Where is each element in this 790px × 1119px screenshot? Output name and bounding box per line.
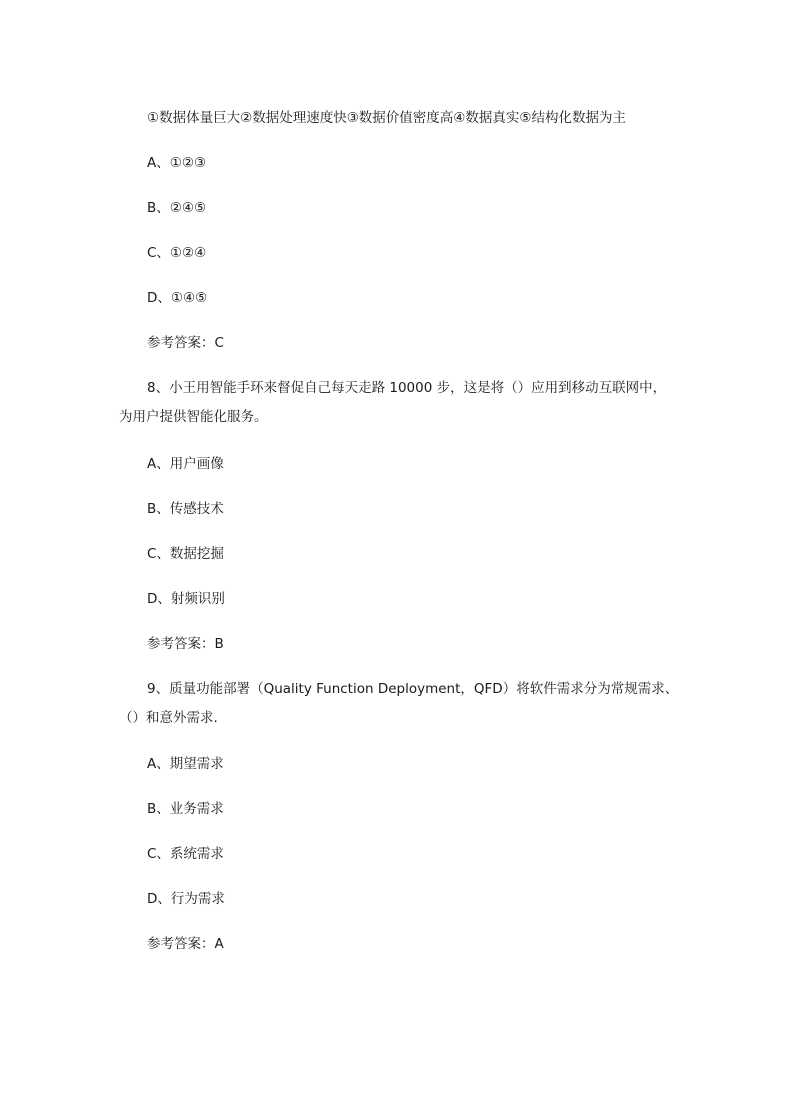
q8-question-line2: 为用户提供智能化服务。	[119, 409, 268, 425]
q9-answer: 参考答案：A	[147, 936, 224, 952]
q7-option-a: A、①②③	[147, 155, 207, 171]
q9-option-d: D、行为需求	[147, 891, 225, 907]
q8-option-d: D、射频识别	[147, 591, 225, 607]
q9-option-a: A、期望需求	[147, 756, 224, 772]
q9-question-line1: 9、质量功能部署（Quality Function Deployment，QFD）将软件需求分为常规需求、	[147, 681, 679, 697]
q8-option-c: C、数据挖掘	[147, 546, 224, 562]
q7-option-c: C、①②④	[147, 245, 207, 261]
q9-option-b: B、业务需求	[147, 801, 224, 817]
q8-option-b: B、传感技术	[147, 501, 224, 517]
q9-option-c: C、系统需求	[147, 846, 224, 862]
q7-option-b: B、②④⑤	[147, 200, 207, 216]
q8-answer: 参考答案：B	[147, 636, 224, 652]
q7-option-d: D、①④⑤	[147, 290, 208, 306]
q8-question-line1: 8、小王用智能手环来督促自己每天走路 10000 步，这是将（）应用到移动互联网中，	[147, 380, 667, 396]
q7-statement: ①数据体量巨大②数据处理速度快③数据价值密度高④数据真实⑤结构化数据为主	[147, 110, 627, 126]
q9-question-line2: （）和意外需求.	[119, 710, 218, 726]
q7-answer: 参考答案：C	[147, 335, 224, 351]
q8-option-a: A、用户画像	[147, 456, 224, 472]
